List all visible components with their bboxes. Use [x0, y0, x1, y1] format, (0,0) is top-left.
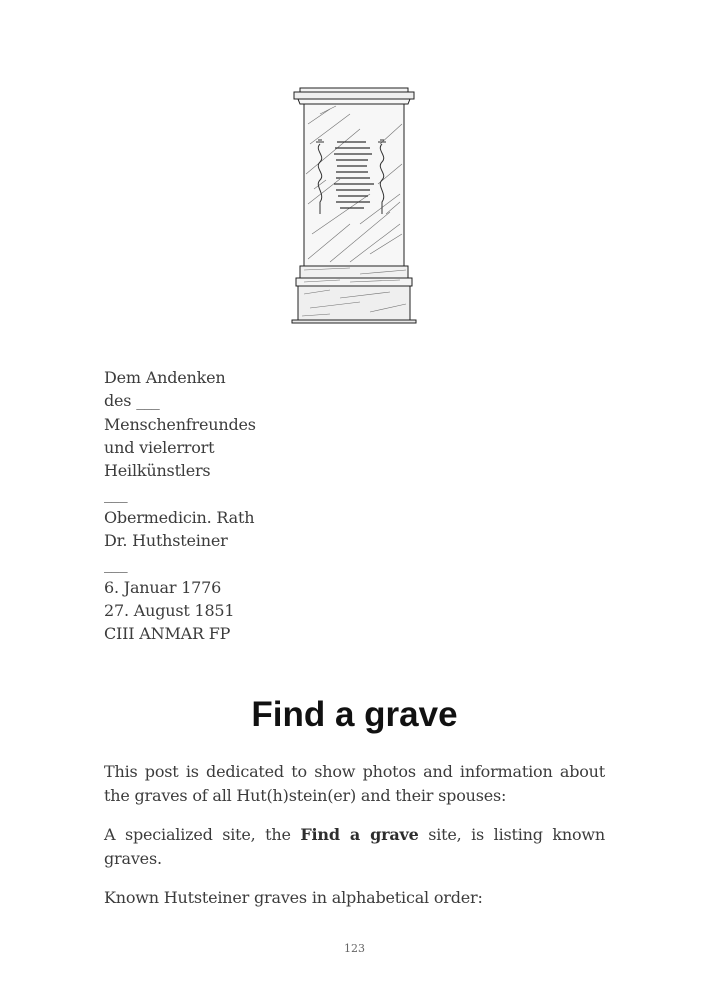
- site-name-bold: Find a grave: [300, 825, 419, 844]
- paragraph-text: A specialized site, the: [104, 825, 301, 844]
- inscription-line: Obermedicin. Rath: [104, 507, 255, 527]
- gravestone-inscription: [104, 366, 256, 646]
- inscription-line: Menschenfreundes: [104, 414, 256, 434]
- inscription-line: CIII ANMAR FP: [104, 624, 231, 644]
- inscription-line: des ___: [104, 391, 160, 411]
- inscription-line: Heilkünstlers: [104, 461, 211, 481]
- page-number: 123: [344, 942, 365, 955]
- inscription-death-date: 27. August 1851: [104, 600, 235, 620]
- paragraph-text: site, is listing known graves.: [104, 825, 606, 868]
- inscription-line: und vielerrort: [104, 437, 215, 457]
- intro-paragraph: This post is dedicated to show photos and information about the graves of all Hut(h)stein(er) and their spouses:: [104, 762, 605, 805]
- inscription-separator: ___: [104, 484, 128, 504]
- inscription-separator: ___: [104, 554, 128, 574]
- gravestone-illustration: [290, 84, 418, 326]
- inscription-line: Dem Andenken: [104, 368, 226, 387]
- inscription-birth-date: 6. Januar 1776: [104, 577, 222, 597]
- section-heading: Find a grave: [251, 695, 458, 734]
- graves-list-intro: Known Hutsteiner graves in alphabetical order:: [104, 888, 483, 907]
- find-a-grave-paragraph: [104, 823, 605, 870]
- inscription-line: Dr. Huthsteiner: [104, 531, 228, 551]
